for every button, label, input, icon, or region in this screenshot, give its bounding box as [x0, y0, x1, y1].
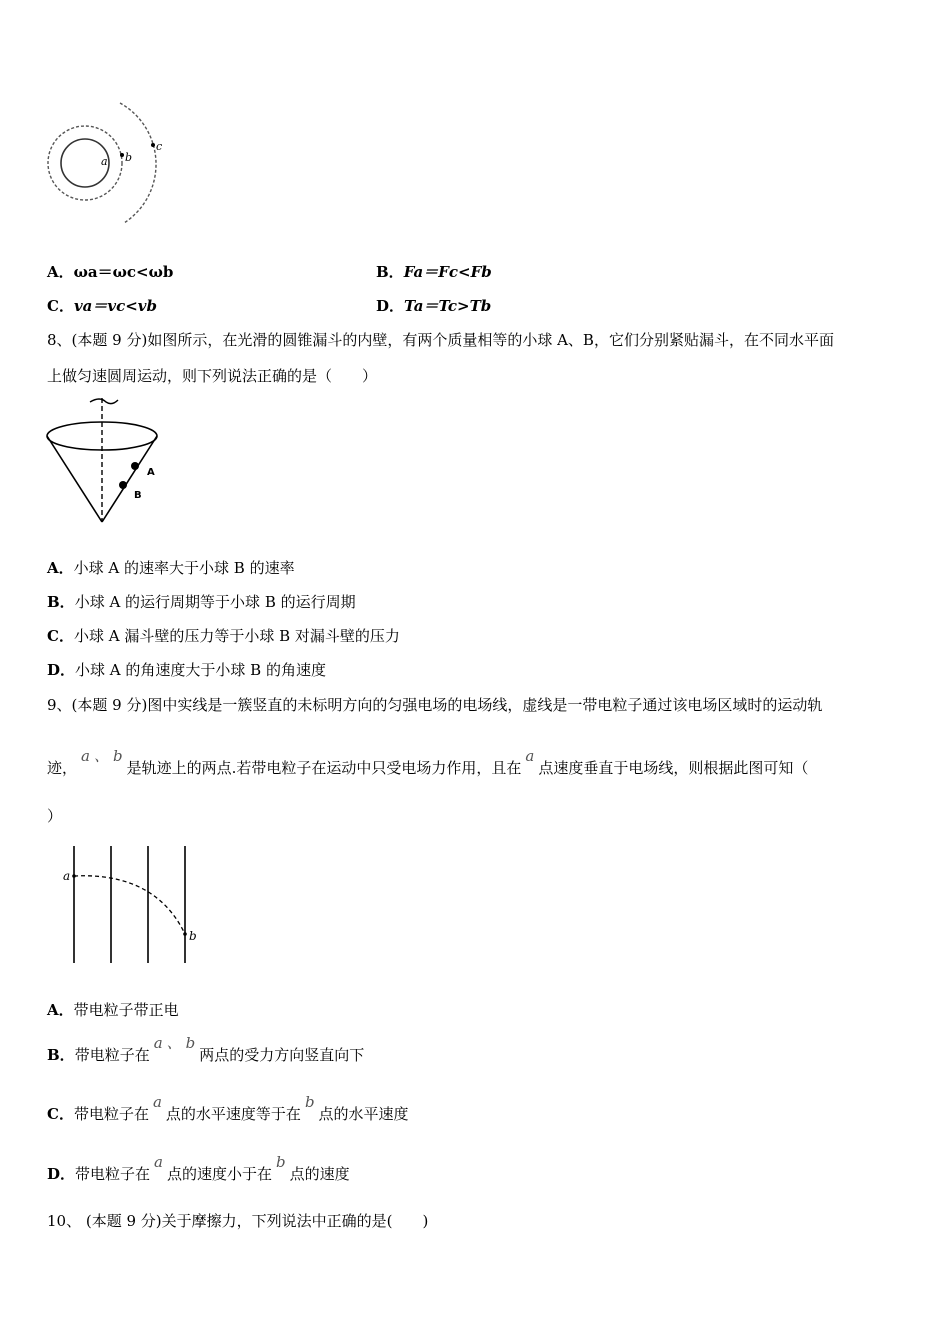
- point-b: [120, 153, 124, 157]
- q9-option-c: C．带电粒子在a点的水平速度等于在b点的水平速度: [47, 1093, 409, 1123]
- label-c: c: [156, 140, 163, 153]
- q7-option-c: C．va＝vc<vb: [47, 297, 158, 315]
- point-c: [151, 143, 155, 147]
- q9-stem-line2: 迹，a 、 b是轨迹上的两点.若带电粒子在运动中只受电场力作用，且在a点速度垂直于电场线，则根据此图可知（: [47, 747, 809, 777]
- label-a: a: [63, 869, 71, 883]
- label-A: A: [147, 467, 155, 478]
- q8-option-a: A．小球 A 的速率大于小球 B 的速率: [47, 559, 295, 577]
- label-b: b: [189, 929, 197, 943]
- q9-stem-line3: ）: [47, 807, 63, 825]
- q8-stem-line2: 上做匀速圆周运动，则下列说法正确的是（ ）: [47, 367, 378, 385]
- rotation-arrow: [90, 399, 118, 404]
- ball-b: [119, 481, 127, 489]
- label-a: a: [101, 155, 108, 168]
- q9-option-a: A．带电粒子带正电: [47, 1001, 179, 1019]
- q8-option-b: B．小球 A 的运行周期等于小球 B 的运行周期: [47, 593, 356, 611]
- orbit-figure: [40, 95, 180, 230]
- q9-option-b: B．带电粒子在a 、 b两点的受力方向竖直向下: [47, 1034, 365, 1064]
- q10-number: 10、: [47, 1212, 82, 1230]
- q9-option-d: D．带电粒子在a点的速度小于在b点的速度: [47, 1153, 350, 1183]
- q8-option-c: C．小球 A 漏斗壁的压力等于小球 B 对漏斗壁的压力: [47, 627, 400, 645]
- q7-option-b: B．Fa＝Fc<Fb: [376, 263, 492, 281]
- label-B: B: [134, 490, 142, 501]
- q8-number: 8、: [47, 331, 72, 349]
- q8-stem-line1: 8、(本题 9 分)如图所示，在光滑的圆锥漏斗的内壁，有两个质量相等的小球 A、B，它们分别紧贴漏斗，在不同水平面: [47, 331, 834, 349]
- label-b: b: [125, 151, 133, 164]
- orbit-b-dashed: [48, 126, 122, 200]
- point-b: [183, 932, 187, 936]
- q10-stem: 10、 (本题 9 分)关于摩擦力，下列说法中正确的是( ): [47, 1212, 429, 1230]
- trajectory-dashed: [74, 876, 185, 934]
- q9-stem-line1: 9、(本题 9 分)图中实线是一簇竖直的未标明方向的匀强电场的电场线，虚线是一带电粒子通过该电场区域时的运动轨: [47, 696, 823, 714]
- cone-figure: [44, 394, 169, 529]
- point-a: [72, 874, 76, 878]
- q7-option-d: D．Ta＝Tc>Tb: [376, 297, 492, 315]
- q9-number: 9、: [47, 696, 72, 714]
- q7-option-a: A．ωa＝ωc<ωb: [47, 263, 174, 281]
- ball-a: [131, 462, 139, 470]
- field-figure: [55, 842, 215, 967]
- q8-option-d: D．小球 A 的角速度大于小球 B 的角速度: [47, 661, 326, 679]
